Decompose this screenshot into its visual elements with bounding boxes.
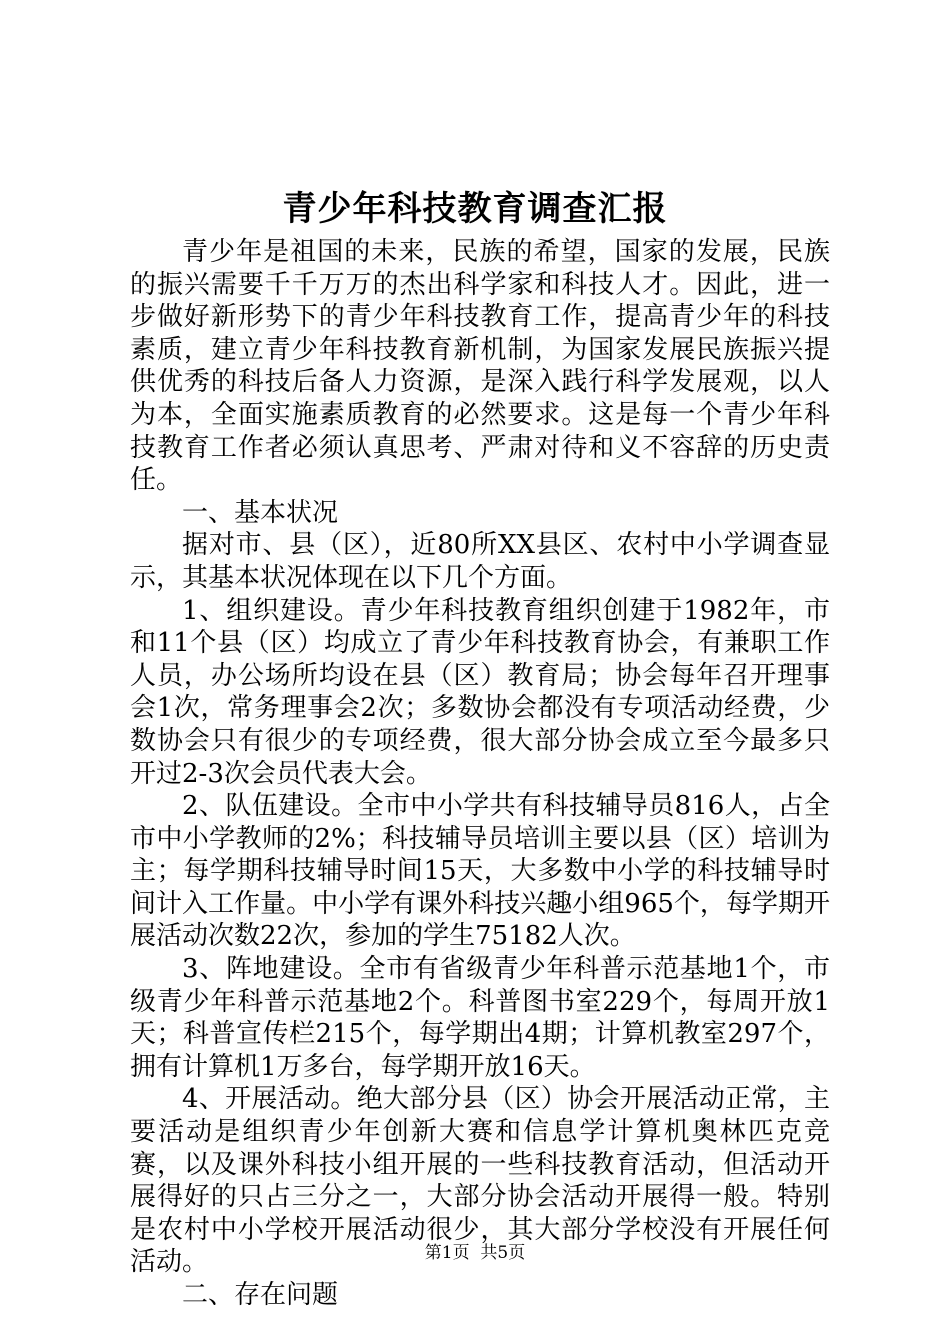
section-heading-basic-status: 一、基本状况	[182, 497, 339, 528]
page-total: 共5页	[480, 1243, 526, 1263]
document-body	[130, 236, 830, 1312]
intro-paragraph: 青少年是祖国的未来，民族的希望，国家的发展，民族的振兴需要千千万万的杰出科学家和科技人才。因此，进一步做好新形势下的青少年科技教育工作，提高青少年的科技素质，建立青少年科技教育新机制，为国家发展民族振兴提供优秀的科技后备人力资源，是深入践行科学发展观，以人为本，全面实施素质教育的必然要求。这是每一个青少年科技教育工作者必须认真思考、严肃对待和义不容辞的历史责任。	[130, 237, 830, 496]
activities-paragraph: 4、开展活动。绝大部分县（区）协会开展活动正常，主要活动是组织青少年创新大赛和信息学计算机奥林匹克竞赛，以及课外科技小组开展的一些科技教育活动，但活动开展得好的只占三分之一，大部分协会活动开展得一般。特别是农村中小学校开展活动很少，其大部分学校没有开展任何活动。	[130, 1084, 830, 1278]
survey-summary-paragraph: 据对市、县（区），近80所XX县区、农村中小学调查显示，其基本状况体现在以下几个方面。	[130, 530, 830, 593]
page-footer	[0, 1242, 950, 1264]
document-title: 青少年科技教育调查汇报	[282, 189, 668, 229]
page-number: 第1页	[424, 1243, 470, 1263]
section-heading-problems: 二、存在问题	[182, 1280, 339, 1310]
facilities-paragraph: 3、阵地建设。全市有省级青少年科普示范基地1个，市级青少年科普示范基地2个。科普图书室229个，每周开放1天；科普宣传栏215个，每学期出4期；计算机教室297个，拥有计算机1万多台，每学期开放16天。	[130, 954, 830, 1082]
team-building-paragraph: 2、队伍建设。全市中小学共有科技辅导员816人，占全市中小学教师的2%；科技辅导员培训主要以县（区）培训为主；每学期科技辅导时间15天，大多数中小学的科技辅导时间计入工作量。中小学有课外科技兴趣小组965个，每学期开展活动次数22次，参加的学生75182人次。	[130, 791, 830, 952]
organization-paragraph: 1、组织建设。青少年科技教育组织创建于1982年，市和11个县（区）均成立了青少年科技教育协会，有兼职工作人员，办公场所均设在县（区）教育局；协会每年召开理事会1次，常务理事会2次；多数协会都没有专项活动经费，少数协会只有很少的专项经费，很大部分协会成立至今最多只开过2-3次会员代表大会。	[130, 595, 830, 789]
